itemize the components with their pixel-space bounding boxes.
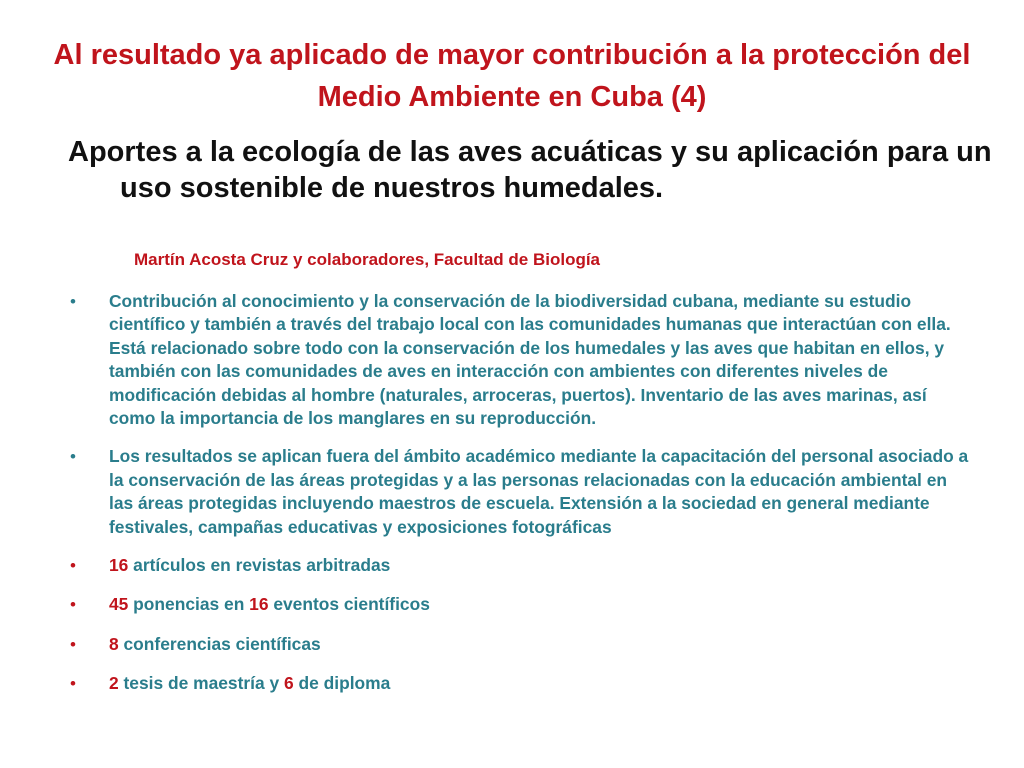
stat-number: 8 bbox=[109, 633, 119, 654]
stat-number: 16 bbox=[109, 555, 129, 576]
bullet-marker: • bbox=[70, 674, 76, 694]
list-item-stat bbox=[70, 554, 970, 577]
slide-title: Al resultado ya aplicado de mayor contribución a la protección del Medio Ambiente en Cuba (4) bbox=[53, 39, 971, 113]
stat-number: 6 bbox=[283, 673, 294, 694]
list-item-stat bbox=[70, 633, 970, 656]
bullet-text: Contribución al conocimiento y la conservación de la biodiversidad cubana, mediante su estudio científico y también a través del trabajo local con las comunidades humanas que interactúan con ella. Está relacionado sobre todo con la conservación de los humedales y las aves que habitan en ellos, y también con las comunidades de aves en interacción con ambientes con diferentes niveles de modificación debidas al hombre (naturales, arroceras, puertos). Inventario de las aves marinas, así como la importancia de los manglares en su reproducción. bbox=[109, 291, 951, 429]
bullet-marker: • bbox=[70, 556, 76, 576]
list-item bbox=[70, 445, 970, 539]
bullet-marker: • bbox=[70, 447, 76, 467]
stat-number: 2 bbox=[109, 673, 119, 694]
stat-number: 16 bbox=[249, 594, 269, 615]
stat-text: conferencias científicas bbox=[118, 633, 321, 654]
bullet-marker: • bbox=[70, 595, 76, 615]
list-item-stat bbox=[70, 593, 970, 616]
bullet-marker: • bbox=[70, 292, 76, 311]
bullet-list bbox=[70, 290, 970, 712]
stat-text: ponencias en bbox=[128, 594, 250, 615]
stat-text: de diploma bbox=[293, 673, 391, 694]
stat-number: 45 bbox=[109, 594, 129, 615]
stat-text: eventos científicos bbox=[268, 594, 430, 615]
author-credit: Martín Acosta Cruz y colaboradores, Facultad de Biología bbox=[134, 250, 601, 269]
stat-text: tesis de maestría y bbox=[118, 673, 284, 694]
bullet-text: Los resultados se aplican fuera del ámbito académico mediante la capacitación del personal asociado a la conservación de las áreas protegidas y a las personas relacionadas con la educación ambiental en las áreas protegidas incluyendo maestros de escuela. Extensión a la sociedad en general mediante festivales, campañas educativas y exposiciones fotográficas bbox=[109, 446, 969, 537]
stat-text: artículos en revistas arbitradas bbox=[128, 555, 391, 576]
list-item bbox=[70, 290, 970, 430]
slide-subtitle: Aportes a la ecología de las aves acuáticas y su aplicación para un uso sostenible de nuestros humedales. bbox=[68, 136, 992, 204]
bullet-marker: • bbox=[70, 634, 76, 654]
list-item-stat bbox=[70, 672, 970, 695]
